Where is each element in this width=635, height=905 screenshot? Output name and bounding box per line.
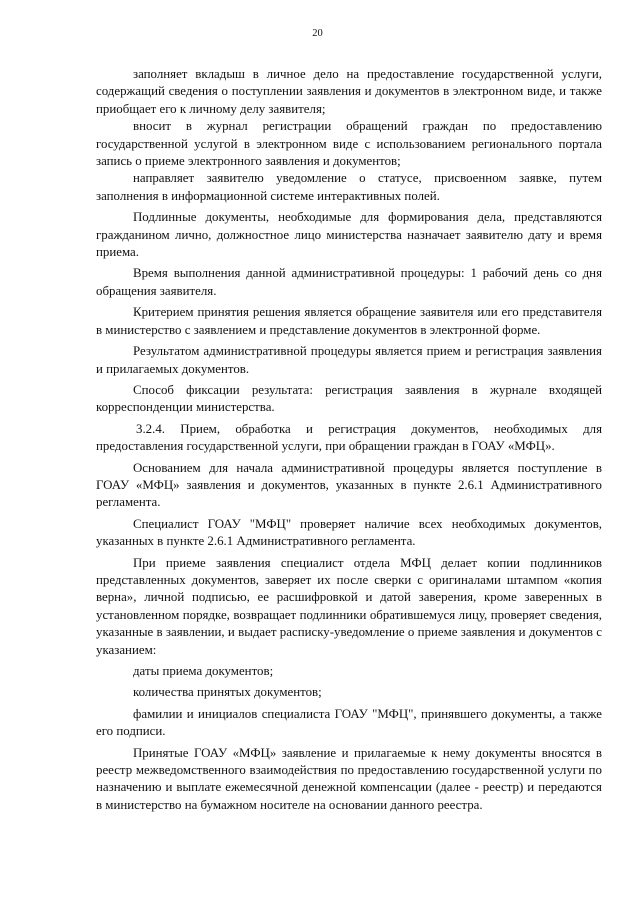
paragraph: Критерием принятия решения является обращение заявителя или его представителя в министерство с заявлением и представление документов в электронной форме. (96, 305, 602, 337)
list-item: количества принятых документов; (133, 685, 322, 700)
paragraph: Способ фиксации результата: регистрация заявления в журнале входящей корреспонденции министерства. (96, 382, 602, 415)
document-body (96, 66, 602, 814)
paragraph: Специалист ГОАУ "МФЦ" проверяет наличие всех необходимых документов, указанных в пункте 2.6.1 Административного регламента. (96, 516, 602, 549)
paragraph: Подлинные документы, необходимые для формирования дела, представляются гражданином лично, должностное лицо министерства назначает заявителю дату и время приема. (96, 210, 602, 260)
paragraph: При приеме заявления специалист отдела МФЦ делает копии подлинников представленных документов, заверяет их после сверки с оригиналами штампом «копия верна», личной подписью, ее расшифровкой и датой заверения, кроме заверенных в установленном порядке, возвращает подлинники обратившемуся лицу, проверяет сведения, указанные в заявлении, и выдает расписку-уведомление о приеме заявления и документов с указанием: (96, 555, 602, 657)
paragraph: Основанием для начала административной процедуры является поступление в ГОАУ «МФЦ» заявления и документов, указанных в пункте 2.6.1 Административного регламента. (96, 460, 602, 510)
paragraph: направляет заявителю уведомление о статусе, присвоенном заявке, путем заполнения в информационной системе интерактивных полей. (96, 171, 602, 203)
list-item: даты приема документов; (133, 664, 274, 678)
list-item: фамилии и инициалов специалиста ГОАУ "МФЦ", принявшего документы, а также его подписи. (96, 706, 602, 739)
paragraph: Время выполнения данной административной процедуры: 1 рабочий день со дня обращения заявителя. (96, 266, 602, 298)
paragraph: заполняет вкладыш в личное дело на предоставление государственной услуги, содержащий сведения о поступлении заявления и документов в электронном виде, и также приобщает его к личному делу заявителя; (96, 67, 602, 116)
paragraph: Принятые ГОАУ «МФЦ» заявление и прилагаемые к нему документы вносятся в реестр межведомственного взаимодействия по предоставлению государственной услуги по назначению и выплате ежемесячной денежной компенсации (далее - реестр) и передаются в министерство на бумажном носителе на основании данного реестра. (96, 745, 602, 812)
paragraph: Результатом административной процедуры является прием и регистрация заявления и прилагаемых документов. (96, 344, 602, 376)
page-number: 20 (312, 28, 323, 39)
section-heading: 3.2.4. Прием, обработка и регистрация документов, необходимых для предоставления государственной услуги, при обращении граждан в ГОАУ «МФЦ». (96, 421, 602, 454)
paragraph: вносит в журнал регистрации обращений граждан по предоставлению государственной услугой в электронном виде с использованием регионального портала запись о приеме электронного заявления и документов; (96, 119, 602, 169)
